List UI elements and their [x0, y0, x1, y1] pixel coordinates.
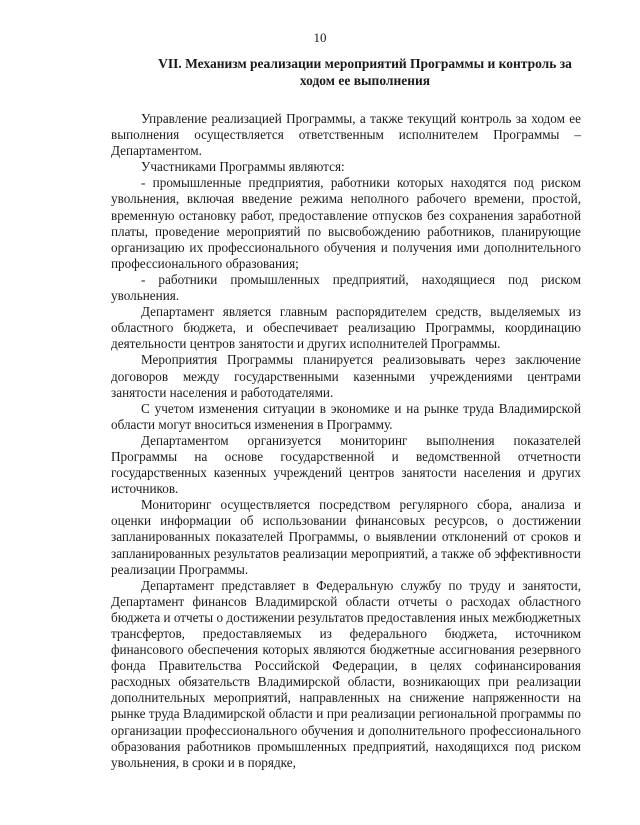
section-heading-line-1: VII. Механизм реализации мероприятий Программы и контроль за	[158, 56, 572, 71]
page-number: 10	[313, 30, 327, 45]
paragraph-department-role: Департамент является главным распорядителем средств, выделяемых из областного бюджета, и обеспечивает реализацию Программы, координацию деятельности центров занятости и других исполнителей Программы.	[111, 304, 581, 352]
paragraph-monitoring-method: Мониторинг осуществляется посредством регулярного сбора, анализа и оценки информации об использовании финансовых ресурсов, о достижении запланированных показателей Программы, о выявлении отклонений от сроков и запланированных результатов реализации мероприятий, а также об эффективности реализации Программы.	[111, 497, 581, 577]
paragraph-participants-intro: Участниками Программы являются:	[141, 159, 345, 175]
paragraph-reporting: Департамент представляет в Федеральную службу по труду и занятости, Департамент финансов Владимирской области отчеты о расходах областного бюджета и отчеты о достижении результатов предоставления иных межбюджетных трансфертов, предоставляемых из федерального бюджета, источником финансового обеспечения которых являются бюджетные ассигнования резервного фонда Правительства Российской Федерации, в целях софинансирования расходных обязательств Владимирской области, возникающих при реализации дополнительных мероприятий, направленных на снижение напряженности на рынке труда Владимирской области и при реализации региональной программы по организации профессионального обучения и дополнительного профессионального образования работников промышленных предприятий, находящихся под риском увольнения, в сроки и в порядке,	[111, 577, 581, 770]
paragraph-participants-enterprises: - промышленные предприятия, работники которых находятся под риском увольнения, включая введение режима неполного рабочего времени, простой, временную остановку работ, предоставление отпусков без сохранения заработной платы, проведение мероприятий по высвобождению работников, планирующие организацию их профессионального обучения и получения ими дополнительного профессионального образования;	[111, 175, 581, 271]
paragraph-management: Управление реализацией Программы, а также текущий контроль за ходом ее выполнения осуществляется ответственным исполнителем Программы – Департаментом.	[111, 111, 581, 159]
paragraph-participants-workers: - работники промышленных предприятий, находящиеся под риском увольнения.	[111, 271, 581, 304]
body-text	[111, 111, 581, 771]
section-heading	[150, 55, 580, 89]
section-heading-line-2: ходом ее выполнения	[299, 73, 431, 88]
paragraph-monitoring-organization: Департаментом организуется мониторинг выполнения показателей Программы на основе государственной и ведомственной отчетности государственных казенных учреждений центров занятости населения и других источников.	[111, 432, 581, 497]
paragraph-program-changes: С учетом изменения ситуации в экономике и на рынке труда Владимирской области могут вноситься изменения в Программу.	[111, 400, 581, 432]
paragraph-implementation-contracts: Мероприятия Программы планируется реализовывать через заключение договоров между государственными казенными учреждениями центрами занятости населения и работодателями.	[111, 352, 581, 400]
